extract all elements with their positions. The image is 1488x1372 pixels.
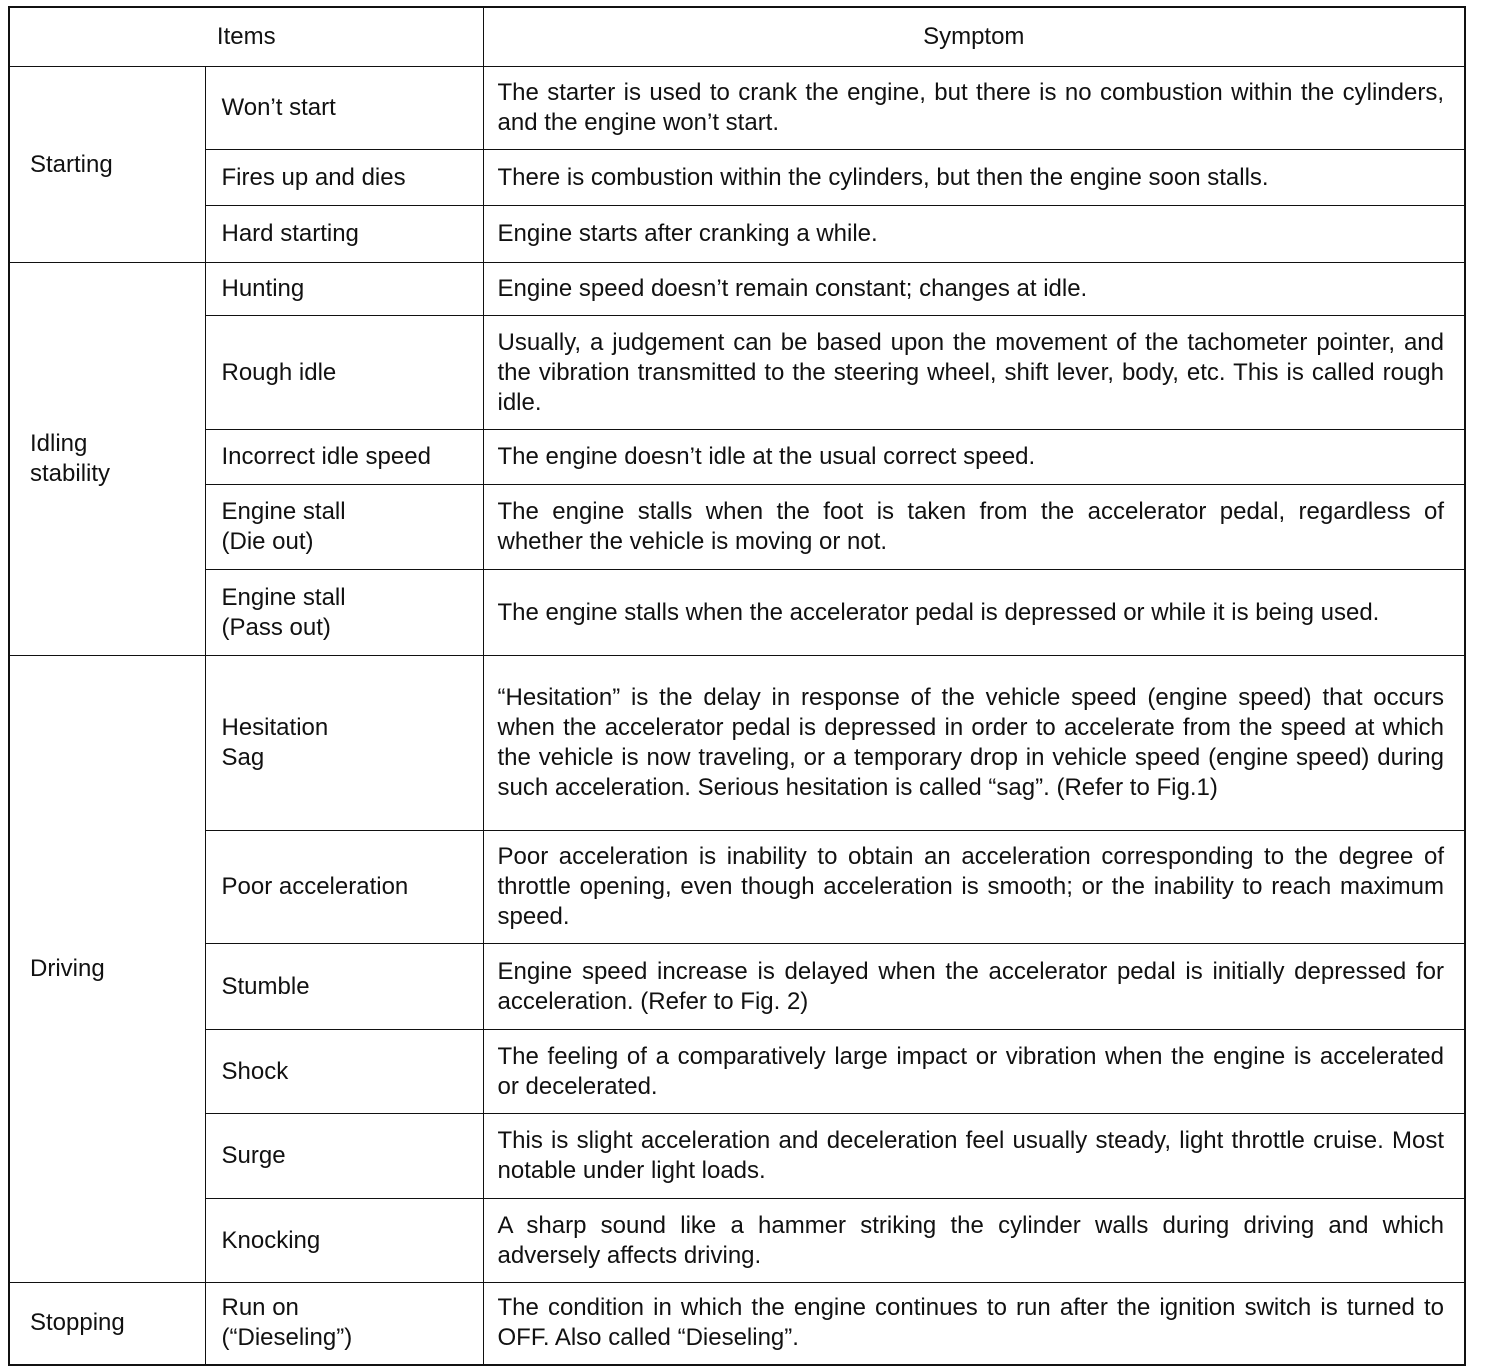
symptom-cell: Engine starts after cranking a while. [483, 206, 1465, 263]
table-row [9, 206, 1465, 263]
item-cell: Rough idle [205, 316, 483, 430]
header-items: Items [9, 7, 483, 67]
table-body [9, 67, 1465, 1365]
symptom-cell: The starter is used to crank the engine, but there is no combustion within the cylinders, and the engine won’t start. [483, 67, 1465, 150]
table-row [9, 316, 1465, 430]
table-row [9, 831, 1465, 944]
symptom-cell: Engine speed increase is delayed when the accelerator pedal is initially depressed for acceleration. (Refer to Fig. 2) [483, 944, 1465, 1030]
symptom-cell: This is slight acceleration and deceleration feel usually steady, light throttle cruise. Most notable under light loads. [483, 1114, 1465, 1199]
table-row [9, 656, 1465, 831]
symptom-cell: Poor acceleration is inability to obtain an acceleration corresponding to the degree of throttle opening, even though acceleration is smooth; or the inability to reach maximum speed. [483, 831, 1465, 944]
table-row [9, 570, 1465, 656]
table-row [9, 1114, 1465, 1199]
item-cell: Knocking [205, 1199, 483, 1283]
table-row [9, 485, 1465, 570]
symptom-table [8, 6, 1466, 1366]
category-cell: Driving [9, 656, 205, 1283]
symptom-cell: The engine stalls when the foot is taken from the accelerator pedal, regardless of whether the vehicle is moving or not. [483, 485, 1465, 570]
item-cell: Hunting [205, 263, 483, 316]
table-row [9, 150, 1465, 206]
symptom-cell: There is combustion within the cylinders, but then the engine soon stalls. [483, 150, 1465, 206]
item-cell: Surge [205, 1114, 483, 1199]
symptom-cell: The engine stalls when the accelerator pedal is depressed or while it is being used. [483, 570, 1465, 656]
item-cell: Shock [205, 1030, 483, 1114]
item-cell: Poor acceleration [205, 831, 483, 944]
table-row [9, 1283, 1465, 1365]
category-cell: Stopping [9, 1283, 205, 1365]
table-row [9, 263, 1465, 316]
symptom-cell: The engine doesn’t idle at the usual correct speed. [483, 430, 1465, 485]
symptom-cell: “Hesitation” is the delay in response of the vehicle speed (engine speed) that occurs when the accelerator pedal is depressed in order to accelerate from the speed at which the vehicle is now traveling, or a temporary drop in vehicle speed (engine speed) during such acceleration. Serious hesitation is called “sag”. (Refer to Fig.1) [483, 656, 1465, 831]
item-cell: Engine stall (Die out) [205, 485, 483, 570]
item-cell: Stumble [205, 944, 483, 1030]
item-cell: Hard starting [205, 206, 483, 263]
symptom-cell: Engine speed doesn’t remain constant; changes at idle. [483, 263, 1465, 316]
symptom-cell: A sharp sound like a hammer striking the cylinder walls during driving and which adversely affects driving. [483, 1199, 1465, 1283]
table-row [9, 944, 1465, 1030]
table-row [9, 1199, 1465, 1283]
header-symptom: Symptom [483, 7, 1465, 67]
table-row [9, 430, 1465, 485]
symptom-cell: The condition in which the engine continues to run after the ignition switch is turned to OFF. Also called “Dieseling”. [483, 1283, 1465, 1365]
table-row [9, 67, 1465, 150]
item-cell: Incorrect idle speed [205, 430, 483, 485]
symptom-cell: Usually, a judgement can be based upon the movement of the tachometer pointer, and the vibration transmitted to the steering wheel, shift lever, body, etc. This is called rough idle. [483, 316, 1465, 430]
item-cell: Fires up and dies [205, 150, 483, 206]
symptom-cell: The feeling of a comparatively large impact or vibration when the engine is accelerated or decelerated. [483, 1030, 1465, 1114]
item-cell: Won’t start [205, 67, 483, 150]
item-cell: Hesitation Sag [205, 656, 483, 831]
item-cell: Engine stall (Pass out) [205, 570, 483, 656]
category-cell: Starting [9, 67, 205, 263]
table-row [9, 1030, 1465, 1114]
item-cell: Run on (“Dieseling”) [205, 1283, 483, 1365]
category-cell: Idling stability [9, 263, 205, 656]
header-row [9, 7, 1465, 67]
